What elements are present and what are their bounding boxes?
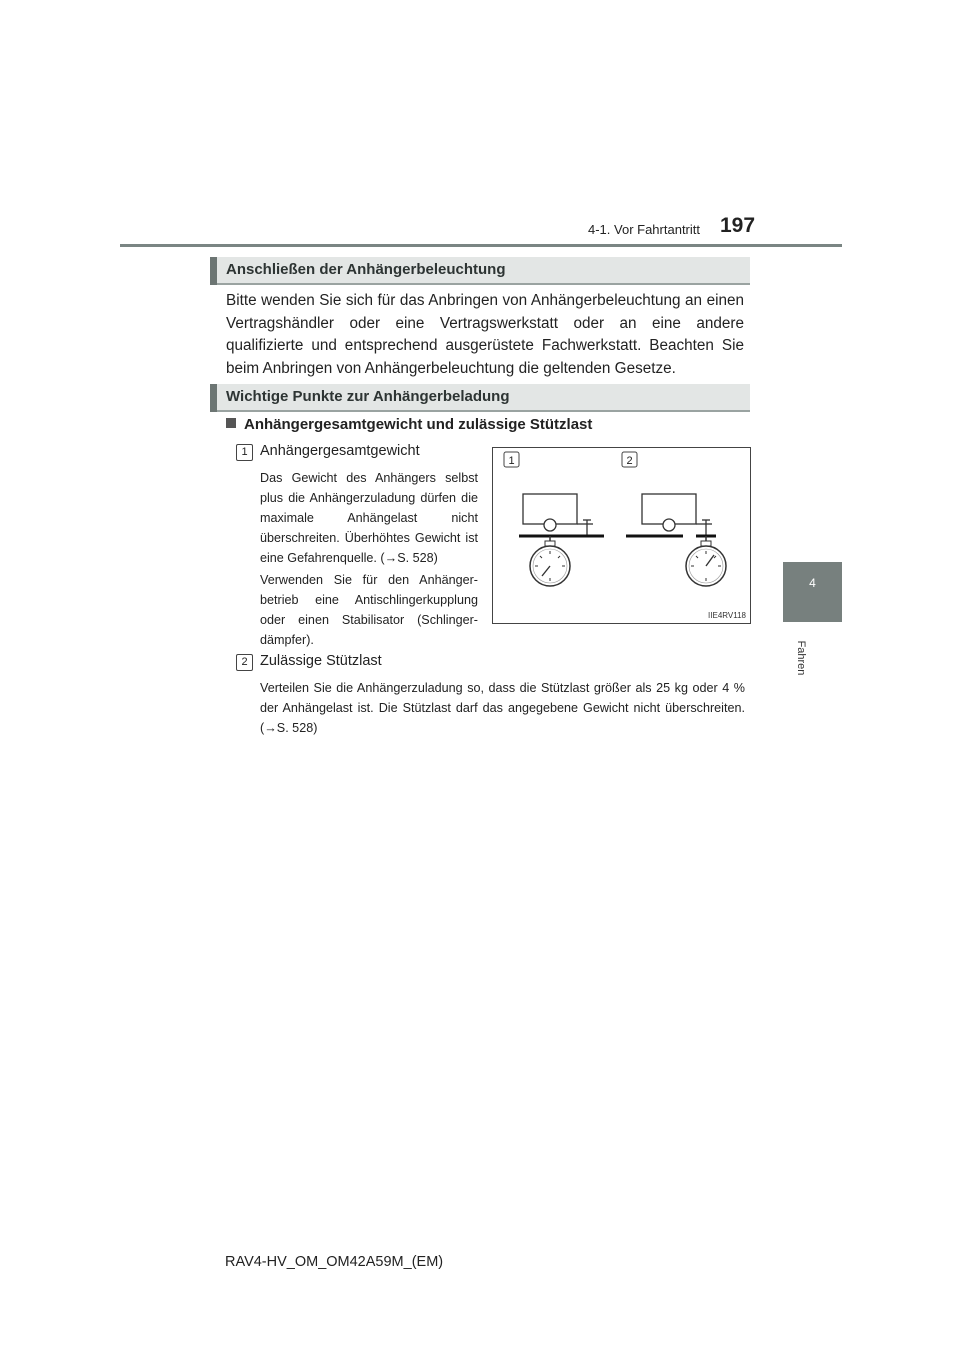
trailer-weight-figure: [492, 447, 751, 624]
item-title: Zulässige Stützlast: [260, 653, 382, 669]
trailer-scale-illustration: [493, 448, 750, 623]
figure-label-2: 2: [626, 455, 633, 467]
header-section-title: 4-1. Vor Fahrtantritt: [588, 222, 700, 237]
item-number-badge: 1: [236, 444, 253, 461]
figure-code: IIE4RV118: [708, 611, 746, 620]
header-divider: [120, 244, 842, 247]
subheading-text: Anhängergesamtgewicht und zulässige Stützlast: [244, 416, 593, 433]
item-number-badge: 2: [236, 654, 253, 671]
item-paragraph: Verteilen Sie die Anhängerzuladung so, dass die Stützlast größer als 25 kg oder 4 % der Anhängelast ist. Die Stützlast darf das angegebene Gewicht nicht überschreiten. (→S. 528): [260, 681, 745, 735]
item-paragraph: Verwenden Sie für den Anhängerbetrieb eine Antischlingerkupplung oder einen Stabilisator (Schlingerdämpfer).: [260, 573, 478, 647]
trailer-on-scale-right: [626, 494, 726, 586]
item-title: Anhängergesamtgewicht: [260, 443, 420, 459]
page-number: 197: [720, 214, 756, 237]
section-accent: [210, 384, 217, 412]
document-id: RAV4-HV_OM_OM42A59M_(EM): [225, 1254, 444, 1270]
subheading: [226, 416, 746, 433]
item-paragraph: Das Gewicht des Anhängers selbst plus die Anhängerzuladung dürfen die maximale Anhängelast nicht überschreiten. Überhöhtes Gewicht ist eine Gefahrenquelle. (→S. 528): [260, 471, 478, 565]
section-heading-loading: [210, 384, 750, 412]
section-title: Anschließen der Anhängerbeleuchtung: [226, 261, 506, 278]
section-accent: [210, 257, 217, 285]
chapter-number: 4: [809, 576, 816, 590]
figure-label-1: 1: [508, 455, 515, 467]
square-bullet-icon: [226, 418, 236, 428]
section-title: Wichtige Punkte zur Anhängerbeladung: [226, 388, 510, 405]
section-heading-lighting: [210, 257, 750, 285]
lighting-paragraph: Bitte wenden Sie sich für das Anbringen von Anhängerbeleuchtung an einen Vertragshändler oder eine Vertragswerkstatt oder an eine andere qualifizierte und entsprechend ausgerüstete Fachwerkstatt. Beachten Sie beim Anbringen von Anhängerbeleuchtung die geltenden Gesetze.: [226, 292, 744, 377]
chapter-title: Fahren: [795, 640, 807, 676]
trailer-on-scale-left: [519, 494, 604, 586]
